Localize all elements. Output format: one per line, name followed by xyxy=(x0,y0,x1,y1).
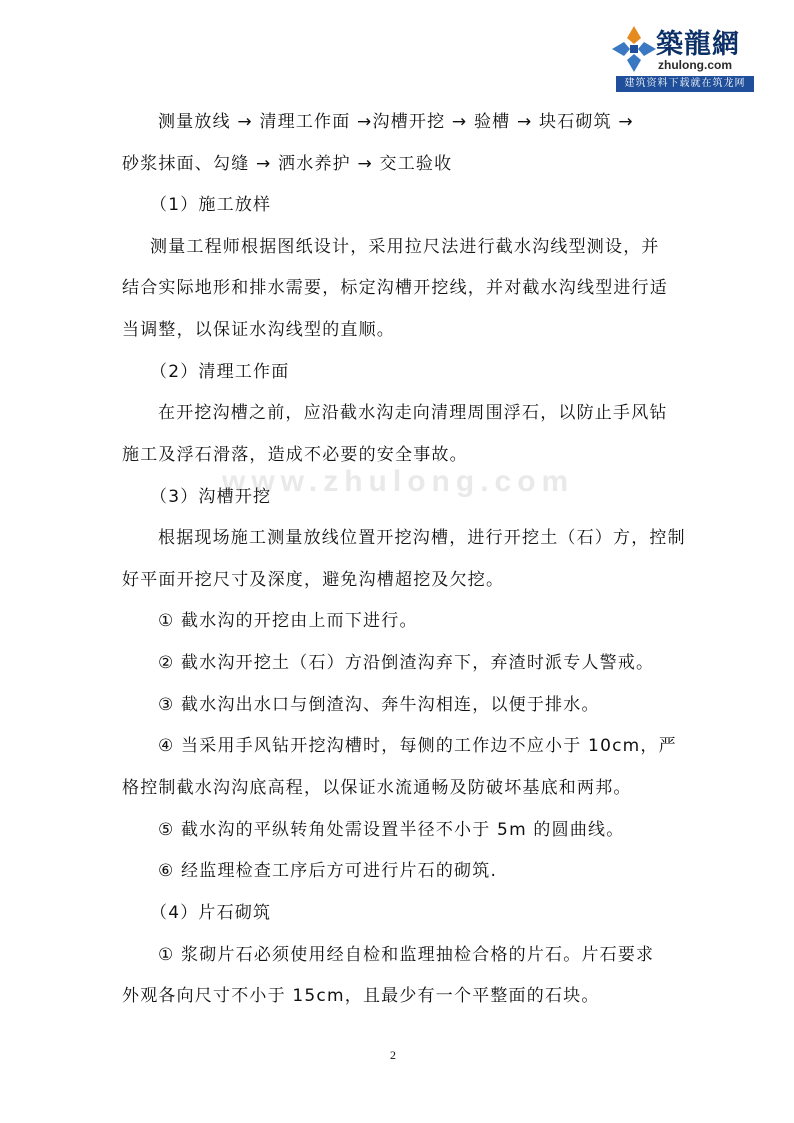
text-line: 外观各向尺寸不小于 15cm，且最少有一个平整面的石块。 xyxy=(122,986,600,1006)
section-heading: （4）片石砌筑 xyxy=(150,903,272,923)
list-item: ① 截水沟的开挖由上而下进行。 xyxy=(158,611,418,631)
zhulong-logo-icon xyxy=(610,24,658,74)
list-item: ③ 截水沟出水口与倒渣沟、奔牛沟相连，以便于排水。 xyxy=(158,695,600,715)
logo-url: zhulong.com xyxy=(658,58,732,72)
list-item: ⑥ 经监理检查工序后方可进行片石的砌筑. xyxy=(158,861,498,881)
text-line: 根据现场施工测量放线位置开挖沟槽，进行开挖土（石）方，控制 xyxy=(158,528,686,548)
text-line: 施工及浮石滑落，造成不必要的安全事故。 xyxy=(122,445,468,465)
watermark: www.zhulong.com xyxy=(222,465,575,498)
section-heading: （1）施工放样 xyxy=(150,195,272,215)
logo-tagline: 建筑资料下载就在筑龙网 xyxy=(616,76,754,92)
text-line: 好平面开挖尺寸及深度，避免沟槽超挖及欠挖。 xyxy=(122,570,505,590)
section-heading: （3）沟槽开挖 xyxy=(150,487,272,507)
logo-name: 築龍網 xyxy=(656,29,740,60)
list-item: ⑤ 截水沟的平纵转角处需设置半径不小于 5m 的圆曲线。 xyxy=(158,820,625,840)
text-line: 格控制截水沟沟底高程，以保证水流通畅及防破坏基底和两邦。 xyxy=(122,778,632,798)
text-line: 测量工程师根据图纸设计，采用拉尺法进行截水沟线型测设，并 xyxy=(150,237,660,257)
text-line: 在开挖沟槽之前，应沿截水沟走向清理周围浮石，以防止手风钻 xyxy=(158,403,668,423)
list-item: ④ 当采用手风钻开挖沟槽时，每侧的工作边不应小于 10cm，严 xyxy=(158,736,677,756)
text-line: 当调整，以保证水沟线型的直顺。 xyxy=(122,320,395,340)
section-heading: （2）清理工作面 xyxy=(150,362,290,382)
list-item: ① 浆砌片石必须使用经自检和监理抽检合格的片石。片石要求 xyxy=(158,945,655,965)
zhulong-logo xyxy=(606,20,756,96)
list-item: ② 截水沟开挖土（石）方沿倒渣沟弃下，弃渣时派专人警戒。 xyxy=(158,653,655,673)
text-line: 测量放线 → 清理工作面 →沟槽开挖 → 验槽 → 块石砌筑 → xyxy=(158,112,634,132)
text-line: 结合实际地形和排水需要，标定沟槽开挖线，并对截水沟线型进行适 xyxy=(122,278,668,298)
text-line: 砂浆抹面、勾缝 → 洒水养护 → 交工验收 xyxy=(122,154,453,174)
page-number: 2 xyxy=(390,1048,396,1062)
